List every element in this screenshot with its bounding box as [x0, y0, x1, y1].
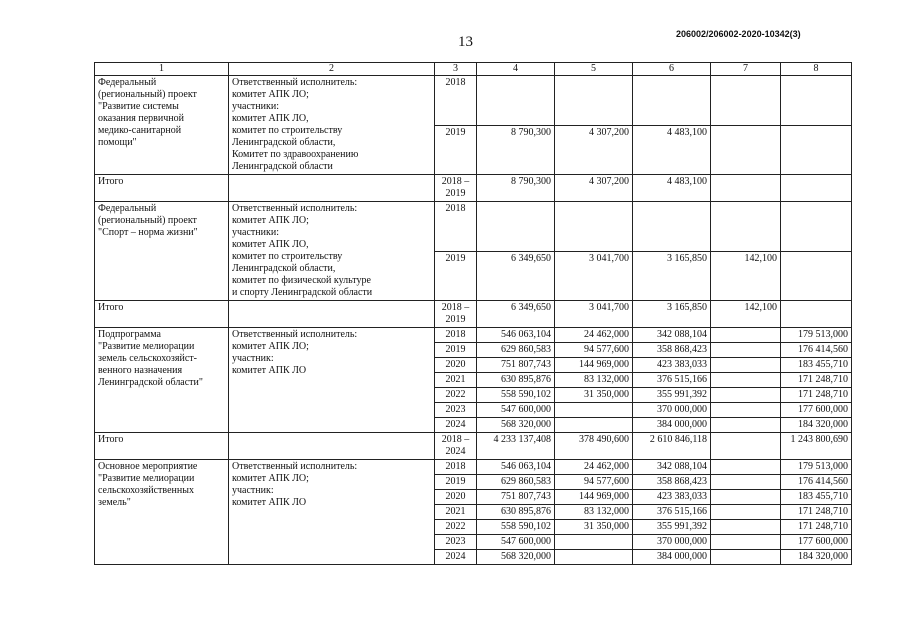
amount-cell-c7: [711, 175, 781, 202]
table-row: [95, 76, 852, 126]
executor-cell: Ответственный исполнитель: комитет АПК ЛО; участник: комитет АПК ЛО: [229, 328, 435, 433]
amount-cell-c4: 546 063,104: [477, 328, 555, 343]
amount-cell-c8: 179 513,000: [781, 328, 852, 343]
year-cell: 2018 – 2019: [435, 301, 477, 328]
amount-cell-c7: [711, 550, 781, 565]
header-cell: 4: [477, 63, 555, 76]
amount-cell-c8: 184 320,000: [781, 418, 852, 433]
amount-cell-c8: [781, 76, 852, 126]
amount-cell-c4: [477, 202, 555, 252]
amount-cell-c7: [711, 76, 781, 126]
program-name: Федеральный (региональный) проект "Спорт – норма жизни": [95, 202, 229, 301]
executor-cell: Ответственный исполнитель: комитет АПК ЛО; участники: комитет АПК ЛО, комитет по строительству Ленинградской области, комитет по физической культуре и спорту Ленинградской области: [229, 202, 435, 301]
year-cell: 2018: [435, 202, 477, 252]
year-cell: 2018 – 2024: [435, 433, 477, 460]
amount-cell-c4: 547 600,000: [477, 403, 555, 418]
amount-cell-c7: 142,100: [711, 251, 781, 301]
amount-cell-c7: [711, 373, 781, 388]
year-cell: 2021: [435, 373, 477, 388]
amount-cell-c8: [781, 202, 852, 252]
amount-cell-c7: [711, 328, 781, 343]
amount-cell-c6: 370 000,000: [633, 403, 711, 418]
amount-cell-c5: 31 350,000: [555, 520, 633, 535]
header-cell: 2: [229, 63, 435, 76]
amount-cell-c6: 342 088,104: [633, 328, 711, 343]
amount-cell-c5: 31 350,000: [555, 388, 633, 403]
amount-cell-c7: [711, 505, 781, 520]
amount-cell-c6: 4 483,100: [633, 125, 711, 175]
program-name: Подпрограмма "Развитие мелиорации земель сельскохозяйст- венного назначения Ленинградской области": [95, 328, 229, 433]
total-row: [95, 301, 852, 328]
amount-cell-c4: 629 860,583: [477, 475, 555, 490]
total-label: Итого: [95, 433, 229, 460]
amount-cell-c5: [555, 403, 633, 418]
amount-cell-c4: 558 590,102: [477, 520, 555, 535]
amount-cell-c7: [711, 358, 781, 373]
amount-cell-c8: 179 513,000: [781, 460, 852, 475]
amount-cell-c4: 4 233 137,408: [477, 433, 555, 460]
year-cell: 2024: [435, 550, 477, 565]
document-id: 206002/206002-2020-10342(3): [676, 29, 801, 39]
year-cell: 2018: [435, 328, 477, 343]
amount-cell-c5: 144 969,000: [555, 490, 633, 505]
amount-cell-c6: 358 868,423: [633, 343, 711, 358]
amount-cell-c5: 3 041,700: [555, 251, 633, 301]
executor-cell: Ответственный исполнитель: комитет АПК ЛО; участники: комитет АПК ЛО, комитет по строительству Ленинградской области, Комитет по здравоохранению Ленинградской области: [229, 76, 435, 175]
page-number: 13: [458, 34, 473, 50]
table-row: [95, 202, 852, 252]
amount-cell-c8: 176 414,560: [781, 475, 852, 490]
executor-cell: [229, 175, 435, 202]
amount-cell-c6: 376 515,166: [633, 373, 711, 388]
year-cell: 2019: [435, 475, 477, 490]
executor-cell: [229, 301, 435, 328]
amount-cell-c5: 3 041,700: [555, 301, 633, 328]
amount-cell-c4: 751 807,743: [477, 358, 555, 373]
amount-cell-c7: [711, 460, 781, 475]
amount-cell-c6: [633, 202, 711, 252]
executor-cell: [229, 433, 435, 460]
year-cell: 2018 – 2019: [435, 175, 477, 202]
amount-cell-c8: [781, 301, 852, 328]
year-cell: 2019: [435, 125, 477, 175]
amount-cell-c8: 176 414,560: [781, 343, 852, 358]
amount-cell-c6: 3 165,850: [633, 301, 711, 328]
year-cell: 2021: [435, 505, 477, 520]
amount-cell-c6: 370 000,000: [633, 535, 711, 550]
year-cell: 2019: [435, 251, 477, 301]
amount-cell-c4: 547 600,000: [477, 535, 555, 550]
header-cell: 7: [711, 63, 781, 76]
amount-cell-c8: 171 248,710: [781, 520, 852, 535]
amount-cell-c4: 8 790,300: [477, 125, 555, 175]
header-cell: 1: [95, 63, 229, 76]
total-row: [95, 175, 852, 202]
amount-cell-c5: 24 462,000: [555, 460, 633, 475]
amount-cell-c6: [633, 76, 711, 126]
amount-cell-c4: 568 320,000: [477, 418, 555, 433]
amount-cell-c7: [711, 202, 781, 252]
amount-cell-c7: [711, 403, 781, 418]
amount-cell-c4: 568 320,000: [477, 550, 555, 565]
amount-cell-c4: 558 590,102: [477, 388, 555, 403]
year-cell: 2024: [435, 418, 477, 433]
amount-cell-c8: [781, 251, 852, 301]
executor-cell: Ответственный исполнитель: комитет АПК ЛО; участник: комитет АПК ЛО: [229, 460, 435, 565]
amount-cell-c8: [781, 175, 852, 202]
amount-cell-c5: [555, 550, 633, 565]
amount-cell-c8: 183 455,710: [781, 490, 852, 505]
amount-cell-c6: 423 383,033: [633, 358, 711, 373]
amount-cell-c6: 384 000,000: [633, 418, 711, 433]
amount-cell-c4: 630 895,876: [477, 505, 555, 520]
year-cell: 2023: [435, 535, 477, 550]
amount-cell-c5: [555, 418, 633, 433]
amount-cell-c7: 142,100: [711, 301, 781, 328]
amount-cell-c7: [711, 520, 781, 535]
amount-cell-c5: 83 132,000: [555, 373, 633, 388]
amount-cell-c4: 751 807,743: [477, 490, 555, 505]
amount-cell-c7: [711, 418, 781, 433]
budget-table: [94, 62, 852, 565]
amount-cell-c7: [711, 490, 781, 505]
amount-cell-c6: 355 991,392: [633, 520, 711, 535]
header-row: [95, 63, 852, 76]
amount-cell-c8: 177 600,000: [781, 535, 852, 550]
amount-cell-c6: 3 165,850: [633, 251, 711, 301]
amount-cell-c5: 378 490,600: [555, 433, 633, 460]
amount-cell-c7: [711, 475, 781, 490]
amount-cell-c6: 4 483,100: [633, 175, 711, 202]
amount-cell-c5: 4 307,200: [555, 125, 633, 175]
table-row: [95, 460, 852, 475]
year-cell: 2022: [435, 388, 477, 403]
amount-cell-c5: 94 577,600: [555, 475, 633, 490]
amount-cell-c4: [477, 76, 555, 126]
total-label: Итого: [95, 175, 229, 202]
amount-cell-c6: 423 383,033: [633, 490, 711, 505]
amount-cell-c7: [711, 388, 781, 403]
program-name: Федеральный (региональный) проект "Развитие системы оказания первичной медико-санитарной помощи": [95, 76, 229, 175]
amount-cell-c6: 384 000,000: [633, 550, 711, 565]
amount-cell-c8: [781, 125, 852, 175]
amount-cell-c7: [711, 125, 781, 175]
amount-cell-c8: 171 248,710: [781, 373, 852, 388]
year-cell: 2020: [435, 490, 477, 505]
amount-cell-c6: 358 868,423: [633, 475, 711, 490]
program-name: Основное мероприятие "Развитие мелиорации сельскохозяйственных земель": [95, 460, 229, 565]
amount-cell-c6: 2 610 846,118: [633, 433, 711, 460]
amount-cell-c5: [555, 76, 633, 126]
amount-cell-c7: [711, 535, 781, 550]
amount-cell-c4: 546 063,104: [477, 460, 555, 475]
amount-cell-c5: [555, 535, 633, 550]
amount-cell-c6: 342 088,104: [633, 460, 711, 475]
header-cell: 5: [555, 63, 633, 76]
amount-cell-c6: 355 991,392: [633, 388, 711, 403]
year-cell: 2023: [435, 403, 477, 418]
amount-cell-c7: [711, 343, 781, 358]
total-label: Итого: [95, 301, 229, 328]
amount-cell-c5: 24 462,000: [555, 328, 633, 343]
amount-cell-c8: 171 248,710: [781, 505, 852, 520]
header-cell: 6: [633, 63, 711, 76]
amount-cell-c6: 376 515,166: [633, 505, 711, 520]
amount-cell-c8: 183 455,710: [781, 358, 852, 373]
year-cell: 2019: [435, 343, 477, 358]
total-row: [95, 433, 852, 460]
table-body: [95, 76, 852, 565]
year-cell: 2018: [435, 76, 477, 126]
table-row: [95, 328, 852, 343]
amount-cell-c5: [555, 202, 633, 252]
amount-cell-c8: 177 600,000: [781, 403, 852, 418]
amount-cell-c7: [711, 433, 781, 460]
year-cell: 2018: [435, 460, 477, 475]
year-cell: 2022: [435, 520, 477, 535]
amount-cell-c5: 83 132,000: [555, 505, 633, 520]
amount-cell-c4: 630 895,876: [477, 373, 555, 388]
amount-cell-c4: 6 349,650: [477, 251, 555, 301]
amount-cell-c5: 4 307,200: [555, 175, 633, 202]
header-cell: 3: [435, 63, 477, 76]
year-cell: 2020: [435, 358, 477, 373]
amount-cell-c8: 184 320,000: [781, 550, 852, 565]
amount-cell-c8: 1 243 800,690: [781, 433, 852, 460]
amount-cell-c5: 144 969,000: [555, 358, 633, 373]
amount-cell-c4: 6 349,650: [477, 301, 555, 328]
header-cell: 8: [781, 63, 852, 76]
amount-cell-c8: 171 248,710: [781, 388, 852, 403]
amount-cell-c5: 94 577,600: [555, 343, 633, 358]
amount-cell-c4: 629 860,583: [477, 343, 555, 358]
amount-cell-c4: 8 790,300: [477, 175, 555, 202]
